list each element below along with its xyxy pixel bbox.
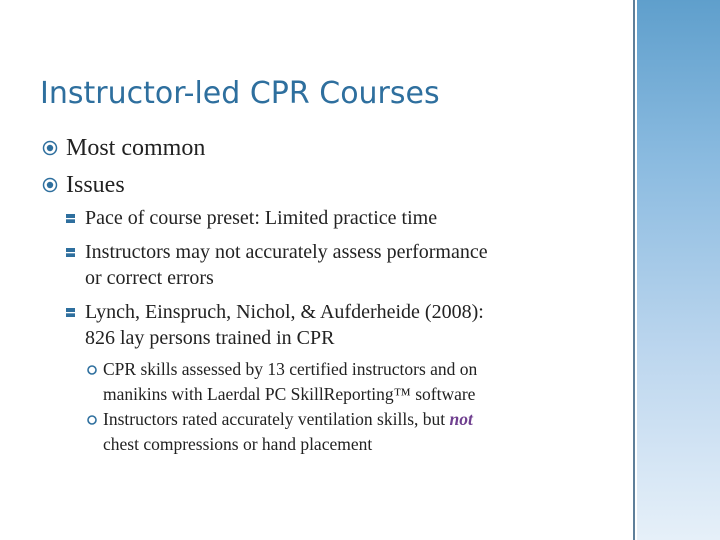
subsubbullet-line: CPR skills assessed by 13 certified instructors and on (103, 359, 478, 379)
subbullet-line: Pace of course preset: Limited practice time (85, 207, 438, 229)
circle-target-bullet-icon (42, 170, 66, 200)
sidebar-divider (633, 0, 635, 540)
subbullet-line: Lynch, Einspruch, Nichol, & Aufderheide (2008): (85, 301, 484, 323)
subsubbullet-line (103, 407, 473, 432)
subsubbullet-line: manikins with Laerdal PC SkillReporting™ software (103, 384, 476, 404)
square-bullet-icon (66, 205, 85, 231)
subbullet-line: 826 lay persons trained in CPR (85, 327, 335, 349)
subsubbullet-ventilation (87, 407, 473, 457)
hollow-circle-bullet-icon (87, 357, 103, 382)
subbullet-lynch (66, 299, 484, 351)
bullet-most-common (42, 133, 205, 163)
square-bullet-icon (66, 239, 85, 265)
subsubbullet-line: chest compressions or hand placement (103, 434, 373, 454)
circle-target-bullet-icon (42, 133, 66, 163)
subbullet-instructors (66, 239, 488, 291)
subsubbullet-text: Instructors rated accurately ventilation skills, but (103, 409, 450, 429)
square-bullet-icon (66, 299, 85, 325)
subbullet-line: or correct errors (85, 267, 214, 289)
bullet-text: Issues (66, 172, 125, 198)
hollow-circle-bullet-icon (87, 407, 103, 432)
subbullet-line: Instructors may not accurately assess performance (85, 241, 488, 263)
bullet-issues (42, 170, 125, 200)
slide-title: Instructor-led CPR Courses (40, 76, 440, 111)
sidebar-gradient-panel (637, 0, 720, 540)
bullet-text: Most common (66, 135, 206, 161)
emphasis-not: not (449, 409, 473, 429)
subbullet-pace (66, 205, 437, 231)
subsubbullet-cpr-skills (87, 357, 477, 407)
